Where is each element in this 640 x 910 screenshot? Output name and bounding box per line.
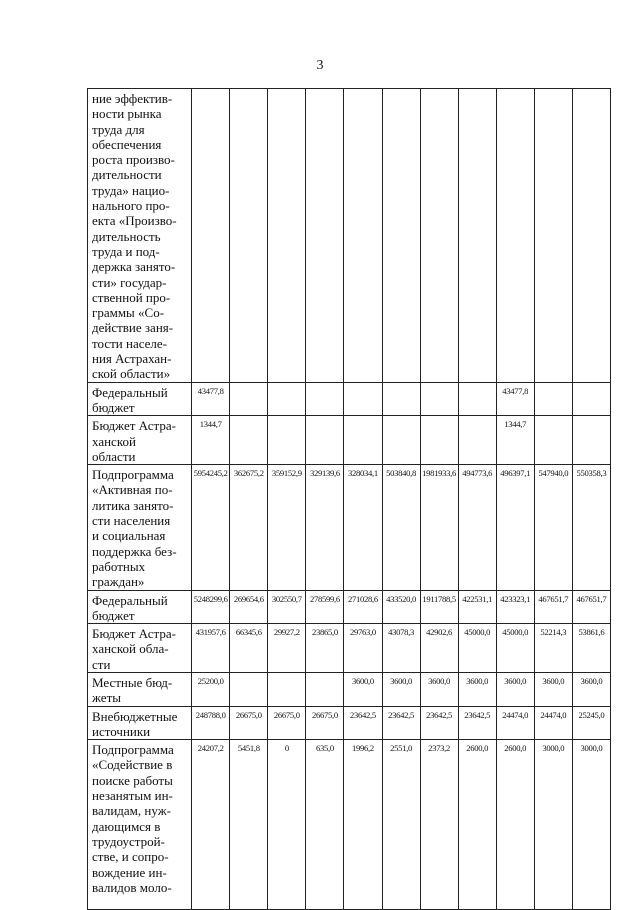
value-cell	[230, 416, 268, 465]
value-cell: 328034,1	[344, 465, 382, 590]
value-cell: 3600,0	[382, 672, 420, 706]
value-cell: 25200,0	[192, 672, 230, 706]
budget-table	[87, 88, 611, 910]
value-cell	[458, 382, 496, 416]
value-cell: 5954245,2	[192, 465, 230, 590]
table-row	[88, 590, 611, 624]
value-cell: 5451,8	[230, 740, 268, 910]
value-cell	[420, 382, 458, 416]
value-cell: 23865,0	[306, 624, 344, 673]
value-cell: 29927,2	[268, 624, 306, 673]
table-body	[88, 89, 611, 910]
row-label: Подпрограмма «Активная по- литика занято- сти населения и социальная поддержка без- работных граждан»	[88, 465, 192, 590]
value-cell: 271028,6	[344, 590, 382, 624]
value-cell: 503840,8	[382, 465, 420, 590]
page-number: 3	[316, 58, 324, 73]
value-cell: 433520,0	[382, 590, 420, 624]
table-row	[88, 465, 611, 590]
value-cell: 3600,0	[344, 672, 382, 706]
value-cell	[268, 416, 306, 465]
value-cell: 23642,5	[420, 706, 458, 740]
value-cell: 2373,2	[420, 740, 458, 910]
value-cell: 45000,0	[496, 624, 534, 673]
value-cell: 547940,0	[534, 465, 572, 590]
value-cell	[230, 672, 268, 706]
table-row	[88, 706, 611, 740]
value-cell: 2600,0	[458, 740, 496, 910]
value-cell: 3600,0	[496, 672, 534, 706]
value-cell: 24207,2	[192, 740, 230, 910]
row-label: Внебюджетные источники	[88, 706, 192, 740]
value-cell	[230, 89, 268, 383]
value-cell: 248788,0	[192, 706, 230, 740]
row-label: ние эффектив- ности рынка труда для обеспечения роста произво- дительности труда» нацио- нального про- екта «Произво- дительность труда и под- держка занято- сти» государ- ственной про- граммы «Со- действие заня- тости населе- ния Астрахан- ской области»	[88, 89, 192, 383]
value-cell: 431957,6	[192, 624, 230, 673]
value-cell: 2551,0	[382, 740, 420, 910]
value-cell: 329139,6	[306, 465, 344, 590]
value-cell: 2600,0	[496, 740, 534, 910]
value-cell	[534, 382, 572, 416]
value-cell: 1344,7	[496, 416, 534, 465]
value-cell: 550358,3	[572, 465, 610, 590]
value-cell: 26675,0	[306, 706, 344, 740]
value-cell: 42902,6	[420, 624, 458, 673]
value-cell: 3600,0	[420, 672, 458, 706]
table-row	[88, 624, 611, 673]
value-cell: 1344,7	[192, 416, 230, 465]
row-label: Бюджет Астра- ханской области	[88, 416, 192, 465]
value-cell	[496, 89, 534, 383]
value-cell: 467651,7	[572, 590, 610, 624]
value-cell: 29763,0	[344, 624, 382, 673]
value-cell	[268, 382, 306, 416]
value-cell	[344, 89, 382, 383]
value-cell	[420, 89, 458, 383]
value-cell	[268, 672, 306, 706]
value-cell: 26675,0	[230, 706, 268, 740]
value-cell: 5248299,6	[192, 590, 230, 624]
value-cell: 1996,2	[344, 740, 382, 910]
table-row	[88, 382, 611, 416]
value-cell: 23642,5	[382, 706, 420, 740]
value-cell	[458, 416, 496, 465]
value-cell: 422531,1	[458, 590, 496, 624]
value-cell	[572, 89, 610, 383]
value-cell: 467651,7	[534, 590, 572, 624]
value-cell: 494773,6	[458, 465, 496, 590]
value-cell: 1911788,5	[420, 590, 458, 624]
value-cell: 1981933,6	[420, 465, 458, 590]
value-cell	[192, 89, 230, 383]
value-cell	[534, 89, 572, 383]
value-cell: 26675,0	[268, 706, 306, 740]
value-cell: 269654,6	[230, 590, 268, 624]
value-cell	[458, 89, 496, 383]
value-cell	[534, 416, 572, 465]
value-cell: 278599,6	[306, 590, 344, 624]
value-cell	[306, 672, 344, 706]
value-cell: 3600,0	[572, 672, 610, 706]
value-cell	[382, 416, 420, 465]
value-cell: 423323,1	[496, 590, 534, 624]
value-cell: 496397,1	[496, 465, 534, 590]
value-cell	[420, 416, 458, 465]
value-cell: 3600,0	[458, 672, 496, 706]
value-cell: 3000,0	[534, 740, 572, 910]
value-cell	[306, 382, 344, 416]
value-cell: 23642,5	[458, 706, 496, 740]
value-cell	[572, 382, 610, 416]
table-row	[88, 416, 611, 465]
row-label: Бюджет Астра- ханской обла- сти	[88, 624, 192, 673]
value-cell: 3000,0	[572, 740, 610, 910]
value-cell: 302550,7	[268, 590, 306, 624]
table-row	[88, 740, 611, 910]
value-cell: 23642,5	[344, 706, 382, 740]
value-cell: 362675,2	[230, 465, 268, 590]
value-cell	[344, 416, 382, 465]
value-cell	[572, 416, 610, 465]
value-cell: 24474,0	[534, 706, 572, 740]
row-label: Местные бюд- жеты	[88, 672, 192, 706]
value-cell: 25245,0	[572, 706, 610, 740]
value-cell	[344, 382, 382, 416]
table-row	[88, 672, 611, 706]
value-cell: 43078,3	[382, 624, 420, 673]
value-cell: 53861,6	[572, 624, 610, 673]
value-cell: 43477,8	[192, 382, 230, 416]
value-cell	[306, 416, 344, 465]
value-cell	[268, 89, 306, 383]
value-cell: 45000,0	[458, 624, 496, 673]
value-cell: 635,0	[306, 740, 344, 910]
value-cell: 43477,8	[496, 382, 534, 416]
row-label: Подпрограмма «Содействие в поиске работы незанятым ин- валидам, нуж- дающимся в трудоустрой- стве, и сопро- вождение ин- валидов моло-	[88, 740, 192, 910]
value-cell	[382, 89, 420, 383]
table-row	[88, 89, 611, 383]
value-cell: 359152,9	[268, 465, 306, 590]
value-cell: 66345,6	[230, 624, 268, 673]
value-cell: 3600,0	[534, 672, 572, 706]
row-label: Федеральный бюджет	[88, 590, 192, 624]
value-cell	[230, 382, 268, 416]
value-cell: 52214,3	[534, 624, 572, 673]
value-cell	[382, 382, 420, 416]
value-cell	[306, 89, 344, 383]
row-label: Федеральный бюджет	[88, 382, 192, 416]
value-cell: 24474,0	[496, 706, 534, 740]
value-cell: 0	[268, 740, 306, 910]
